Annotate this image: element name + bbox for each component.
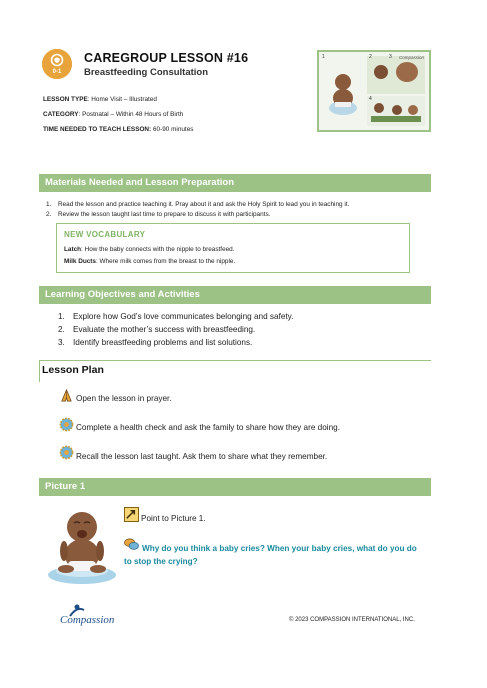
- point-to-picture-text: Point to Picture 1.: [141, 514, 206, 523]
- list-item: 2. Review the lesson taught last time to prepare to discuss it with participants.: [46, 210, 271, 218]
- lesson-step: Open the lesson in prayer.: [76, 394, 172, 403]
- lesson-time: [43, 126, 193, 133]
- age-badge: [42, 49, 72, 79]
- lesson-pictures-thumbnail: [317, 50, 431, 132]
- time-value: 60-90 minutes: [151, 126, 194, 133]
- lesson-category: [43, 111, 183, 118]
- panel-number-2: 2: [369, 54, 372, 60]
- compassion-logo: [60, 604, 126, 628]
- lesson-title: CAREGROUP LESSON #16: [84, 51, 249, 65]
- thumbnail-illustration: [319, 52, 429, 130]
- time-label: TIME NEEDED TO TEACH LESSON:: [43, 126, 152, 133]
- lesson-type-label: LESSON TYPE: [43, 96, 88, 103]
- category-label: CATEGORY: [43, 111, 79, 118]
- materials-list: [46, 201, 350, 220]
- vocabulary-term: Milk Ducts: Where milk comes from the breast to the nipple.: [64, 258, 236, 265]
- lesson-plan-heading: Lesson Plan: [42, 364, 104, 376]
- list-item: 1. Explore how God’s love communicates belonging and safety.: [58, 312, 294, 321]
- age-badge-label: 0-1: [52, 69, 62, 75]
- list-item: 3. Identify breastfeeding problems and list solutions.: [58, 338, 253, 347]
- panel-number-3: 3: [389, 54, 392, 60]
- lesson-plan-divider-vertical: [39, 360, 40, 382]
- category-value: : Postnatal – Within 48 Hours of Birth: [78, 111, 184, 118]
- panel-number-4: 4: [369, 96, 372, 102]
- praying-hands-icon: [59, 388, 74, 408]
- objectives-list: [58, 312, 294, 351]
- vocabulary-heading: NEW VOCABULARY: [64, 230, 146, 239]
- thumbnail-brand: Compassion: [399, 55, 425, 60]
- materials-heading: Materials Needed and Lesson Preparation: [39, 174, 431, 192]
- compassion-logo-text: Compassion: [60, 614, 115, 626]
- vocabulary-term: Latch: How the baby connects with the nipple to breastfeed.: [64, 246, 235, 253]
- lesson-type: [43, 96, 157, 103]
- list-item: 2. Evaluate the mother’s success with breastfeeding.: [58, 325, 256, 334]
- objectives-heading: Learning Objectives and Activities: [39, 286, 431, 304]
- copyright: © 2023 COMPASSION INTERNATIONAL, INC.: [289, 617, 415, 623]
- picture1-heading: Picture 1: [39, 478, 431, 496]
- gear-icon: [59, 417, 74, 437]
- lesson-plan-divider: [39, 360, 431, 361]
- gear-icon: [59, 445, 74, 465]
- discussion-question: Why do you think a baby cries? When your baby cries, what do you do to stop the crying?: [124, 544, 417, 566]
- lesson-step: Complete a health check and ask the family to share how they are doing.: [76, 423, 340, 432]
- pointing-hand-icon: [124, 507, 139, 527]
- panel-number-1: 1: [322, 54, 325, 60]
- crying-baby-illustration: [44, 505, 120, 587]
- list-item: 1. Read the lesson and practice teaching it. Pray about it and ask the Holy Spirit to lead you in teaching it.: [46, 201, 350, 208]
- lesson-subtitle: Breastfeeding Consultation: [84, 67, 209, 78]
- lesson-type-value: : Home Visit – Illustrated: [87, 96, 157, 103]
- lesson-step: Recall the lesson last taught. Ask them to share what they remember.: [76, 452, 328, 461]
